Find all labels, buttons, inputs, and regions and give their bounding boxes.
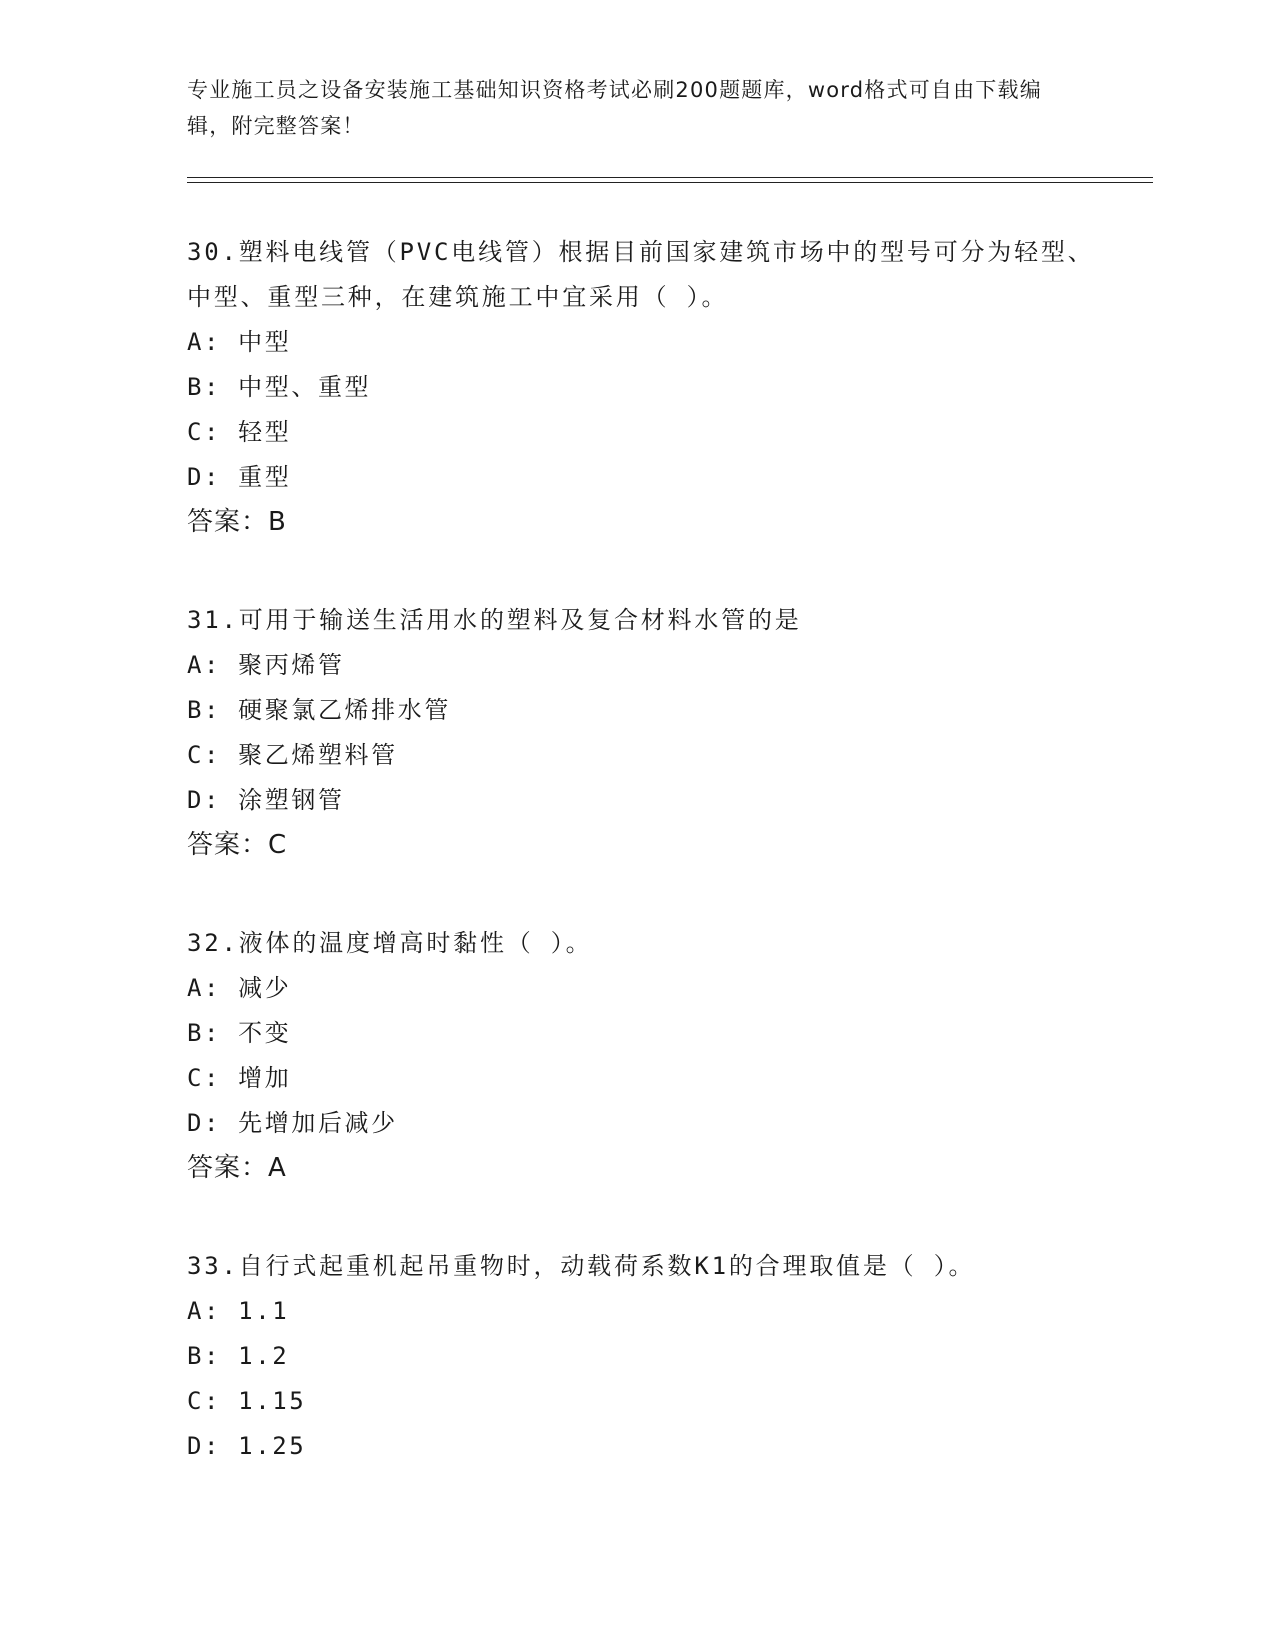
option-a: A: 中型: [187, 328, 292, 356]
option-c: C: 轻型: [187, 418, 292, 446]
option-b: B: 中型、重型: [187, 373, 372, 401]
option-c: C: 增加: [187, 1064, 292, 1092]
answer-label: 答案：B: [187, 507, 287, 537]
option-a: A: 聚丙烯管: [187, 651, 345, 679]
option-d: D: 涂塑钢管: [187, 786, 345, 814]
option-a: A: 减少: [187, 974, 292, 1002]
header-divider-bottom: [187, 182, 1153, 183]
option-c: C: 1.15: [187, 1387, 307, 1415]
question-32: [187, 921, 1107, 1191]
option-c: C: 聚乙烯塑料管: [187, 741, 398, 769]
option-d: D: 先增加后减少: [187, 1109, 398, 1137]
question-30: [187, 230, 1107, 545]
question-stem: 33.自行式起重机起吊重物时，动载荷系数K1的合理取值是（ ）。: [187, 1252, 976, 1280]
question-stem: 31.可用于输送生活用水的塑料及复合材料水管的是: [187, 606, 802, 634]
question-stem: 30.塑料电线管（PVC电线管）根据目前国家建筑市场中的型号可分为轻型、中型、重型三种，在建筑施工中宜采用（ ）。: [187, 238, 1095, 311]
question-list: [187, 230, 1107, 1522]
header-divider-top: [187, 177, 1153, 178]
answer-label: 答案：A: [187, 1153, 287, 1183]
question-31: [187, 598, 1107, 868]
option-d: D: 1.25: [187, 1432, 307, 1460]
question-stem: 32.液体的温度增高时黏性（ ）。: [187, 929, 593, 957]
question-33: [187, 1244, 1107, 1469]
option-b: B: 硬聚氯乙烯排水管: [187, 696, 451, 724]
option-d: D: 重型: [187, 463, 292, 491]
option-b: B: 不变: [187, 1019, 292, 1047]
option-b: B: 1.2: [187, 1342, 290, 1370]
answer-label: 答案：C: [187, 830, 288, 860]
option-a: A: 1.1: [187, 1297, 290, 1325]
document-header: 专业施工员之设备安装施工基础知识资格考试必刷200题题库，word格式可自由下载编辑，附完整答案！: [187, 78, 1042, 138]
